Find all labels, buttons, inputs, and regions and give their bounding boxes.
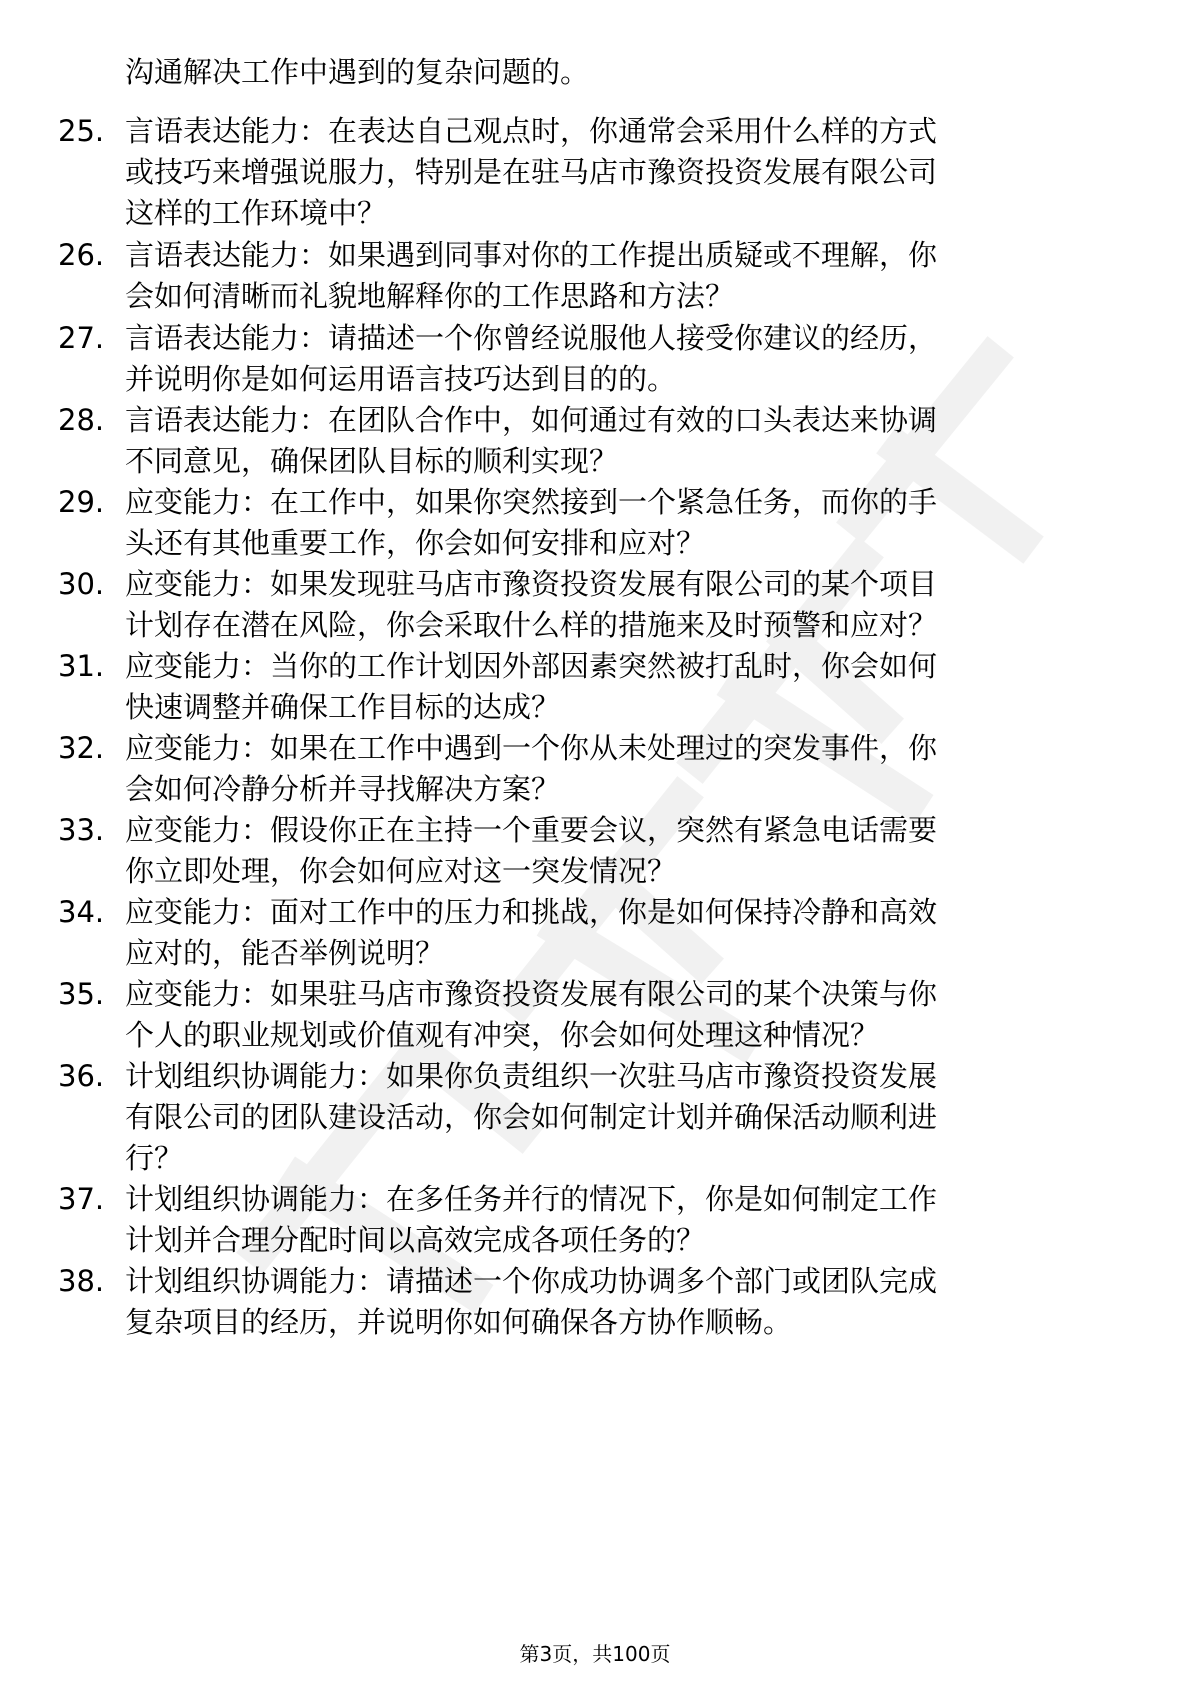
question-line: 应变能力：如果驻马店市豫资投资发展有限公司的某个决策与你 — [125, 977, 938, 1011]
question-number: 28. — [58, 403, 105, 437]
question-number: 31. — [58, 649, 105, 683]
question-line: 或技巧来增强说服力，特别是在驻马店市豫资投资发展有限公司 — [125, 155, 938, 189]
question-line: 不同意见，确保团队目标的顺利实现？ — [125, 444, 619, 478]
question-line: 计划组织协调能力：请描述一个你成功协调多个部门或团队完成 — [125, 1264, 938, 1298]
question-text — [125, 646, 1125, 728]
question-number: 25. — [58, 114, 105, 148]
question-line: 快速调整并确保工作目标的达成？ — [125, 690, 561, 724]
question-number: 26. — [58, 238, 105, 272]
question-text — [125, 111, 1125, 234]
question-line: 言语表达能力：在表达自己观点时，你通常会采用什么样的方式 — [125, 114, 938, 148]
question-line: 并说明你是如何运用语言技巧达到目的的。 — [125, 362, 677, 396]
question-number: 36. — [58, 1059, 105, 1093]
question-line: 计划并合理分配时间以高效完成各项任务的？ — [125, 1223, 706, 1257]
question-line: 计划组织协调能力：如果你负责组织一次驻马店市豫资投资发展 — [125, 1059, 938, 1093]
question-line: 应变能力：假设你正在主持一个重要会议，突然有紧急电话需要 — [125, 813, 938, 847]
question-text — [125, 318, 1125, 400]
question-number: 29. — [58, 485, 105, 519]
question-text — [125, 400, 1125, 482]
question-line: 复杂项目的经历，并说明你如何确保各方协作顺畅。 — [125, 1305, 793, 1339]
question-line: 个人的职业规划或价值观有冲突，你会如何处理这种情况？ — [125, 1018, 880, 1052]
question-text — [125, 728, 1125, 810]
question-number: 34. — [58, 895, 105, 929]
question-line: 这样的工作环境中？ — [125, 196, 387, 230]
question-text — [125, 1261, 1125, 1343]
question-line: 计划组织协调能力：在多任务并行的情况下，你是如何制定工作 — [125, 1182, 938, 1216]
question-text — [125, 974, 1125, 1056]
question-text — [125, 892, 1125, 974]
question-line: 会如何清晰而礼貌地解释你的工作思路和方法？ — [125, 279, 735, 313]
continuation-text: 沟通解决工作中遇到的复杂问题的。 — [125, 55, 590, 89]
question-text — [125, 235, 1125, 317]
question-line: 有限公司的团队建设活动，你会如何制定计划并确保活动顺利进 — [125, 1100, 938, 1134]
question-line: 计划存在潜在风险，你会采取什么样的措施来及时预警和应对？ — [125, 608, 938, 642]
question-line: 应变能力：面对工作中的压力和挑战，你是如何保持冷静和高效 — [125, 895, 938, 929]
question-text — [125, 810, 1125, 892]
question-number: 32. — [58, 731, 105, 765]
question-text — [125, 1179, 1125, 1261]
question-number: 30. — [58, 567, 105, 601]
question-line: 应变能力：如果在工作中遇到一个你从未处理过的突发事件，你 — [125, 731, 938, 765]
question-line: 应变能力：如果发现驻马店市豫资投资发展有限公司的某个项目 — [125, 567, 938, 601]
question-line: 你立即处理，你会如何应对这一突发情况？ — [125, 854, 677, 888]
question-number: 38. — [58, 1264, 105, 1298]
question-number: 37. — [58, 1182, 105, 1216]
page-footer: 第3页，共100页 — [519, 1642, 671, 1666]
question-line: 言语表达能力：如果遇到同事对你的工作提出质疑或不理解，你 — [125, 238, 938, 272]
question-line: 应变能力：当你的工作计划因外部因素突然被打乱时，你会如何 — [125, 649, 938, 683]
question-number: 35. — [58, 977, 105, 1011]
question-number: 27. — [58, 321, 105, 355]
question-line: 会如何冷静分析并寻找解决方案？ — [125, 772, 561, 806]
question-line: 行？ — [125, 1141, 184, 1175]
question-number: 33. — [58, 813, 105, 847]
question-text — [125, 564, 1125, 646]
question-line: 应对的，能否举例说明？ — [125, 936, 445, 970]
question-text — [125, 1056, 1125, 1179]
question-line: 头还有其他重要工作，你会如何安排和应对？ — [125, 526, 706, 560]
question-line: 言语表达能力：在团队合作中，如何通过有效的口头表达来协调 — [125, 403, 938, 437]
question-line: 应变能力：在工作中，如果你突然接到一个紧急任务，而你的手 — [125, 485, 938, 519]
question-line: 言语表达能力：请描述一个你曾经说服他人接受你建议的经历， — [125, 321, 938, 355]
question-text — [125, 482, 1125, 564]
